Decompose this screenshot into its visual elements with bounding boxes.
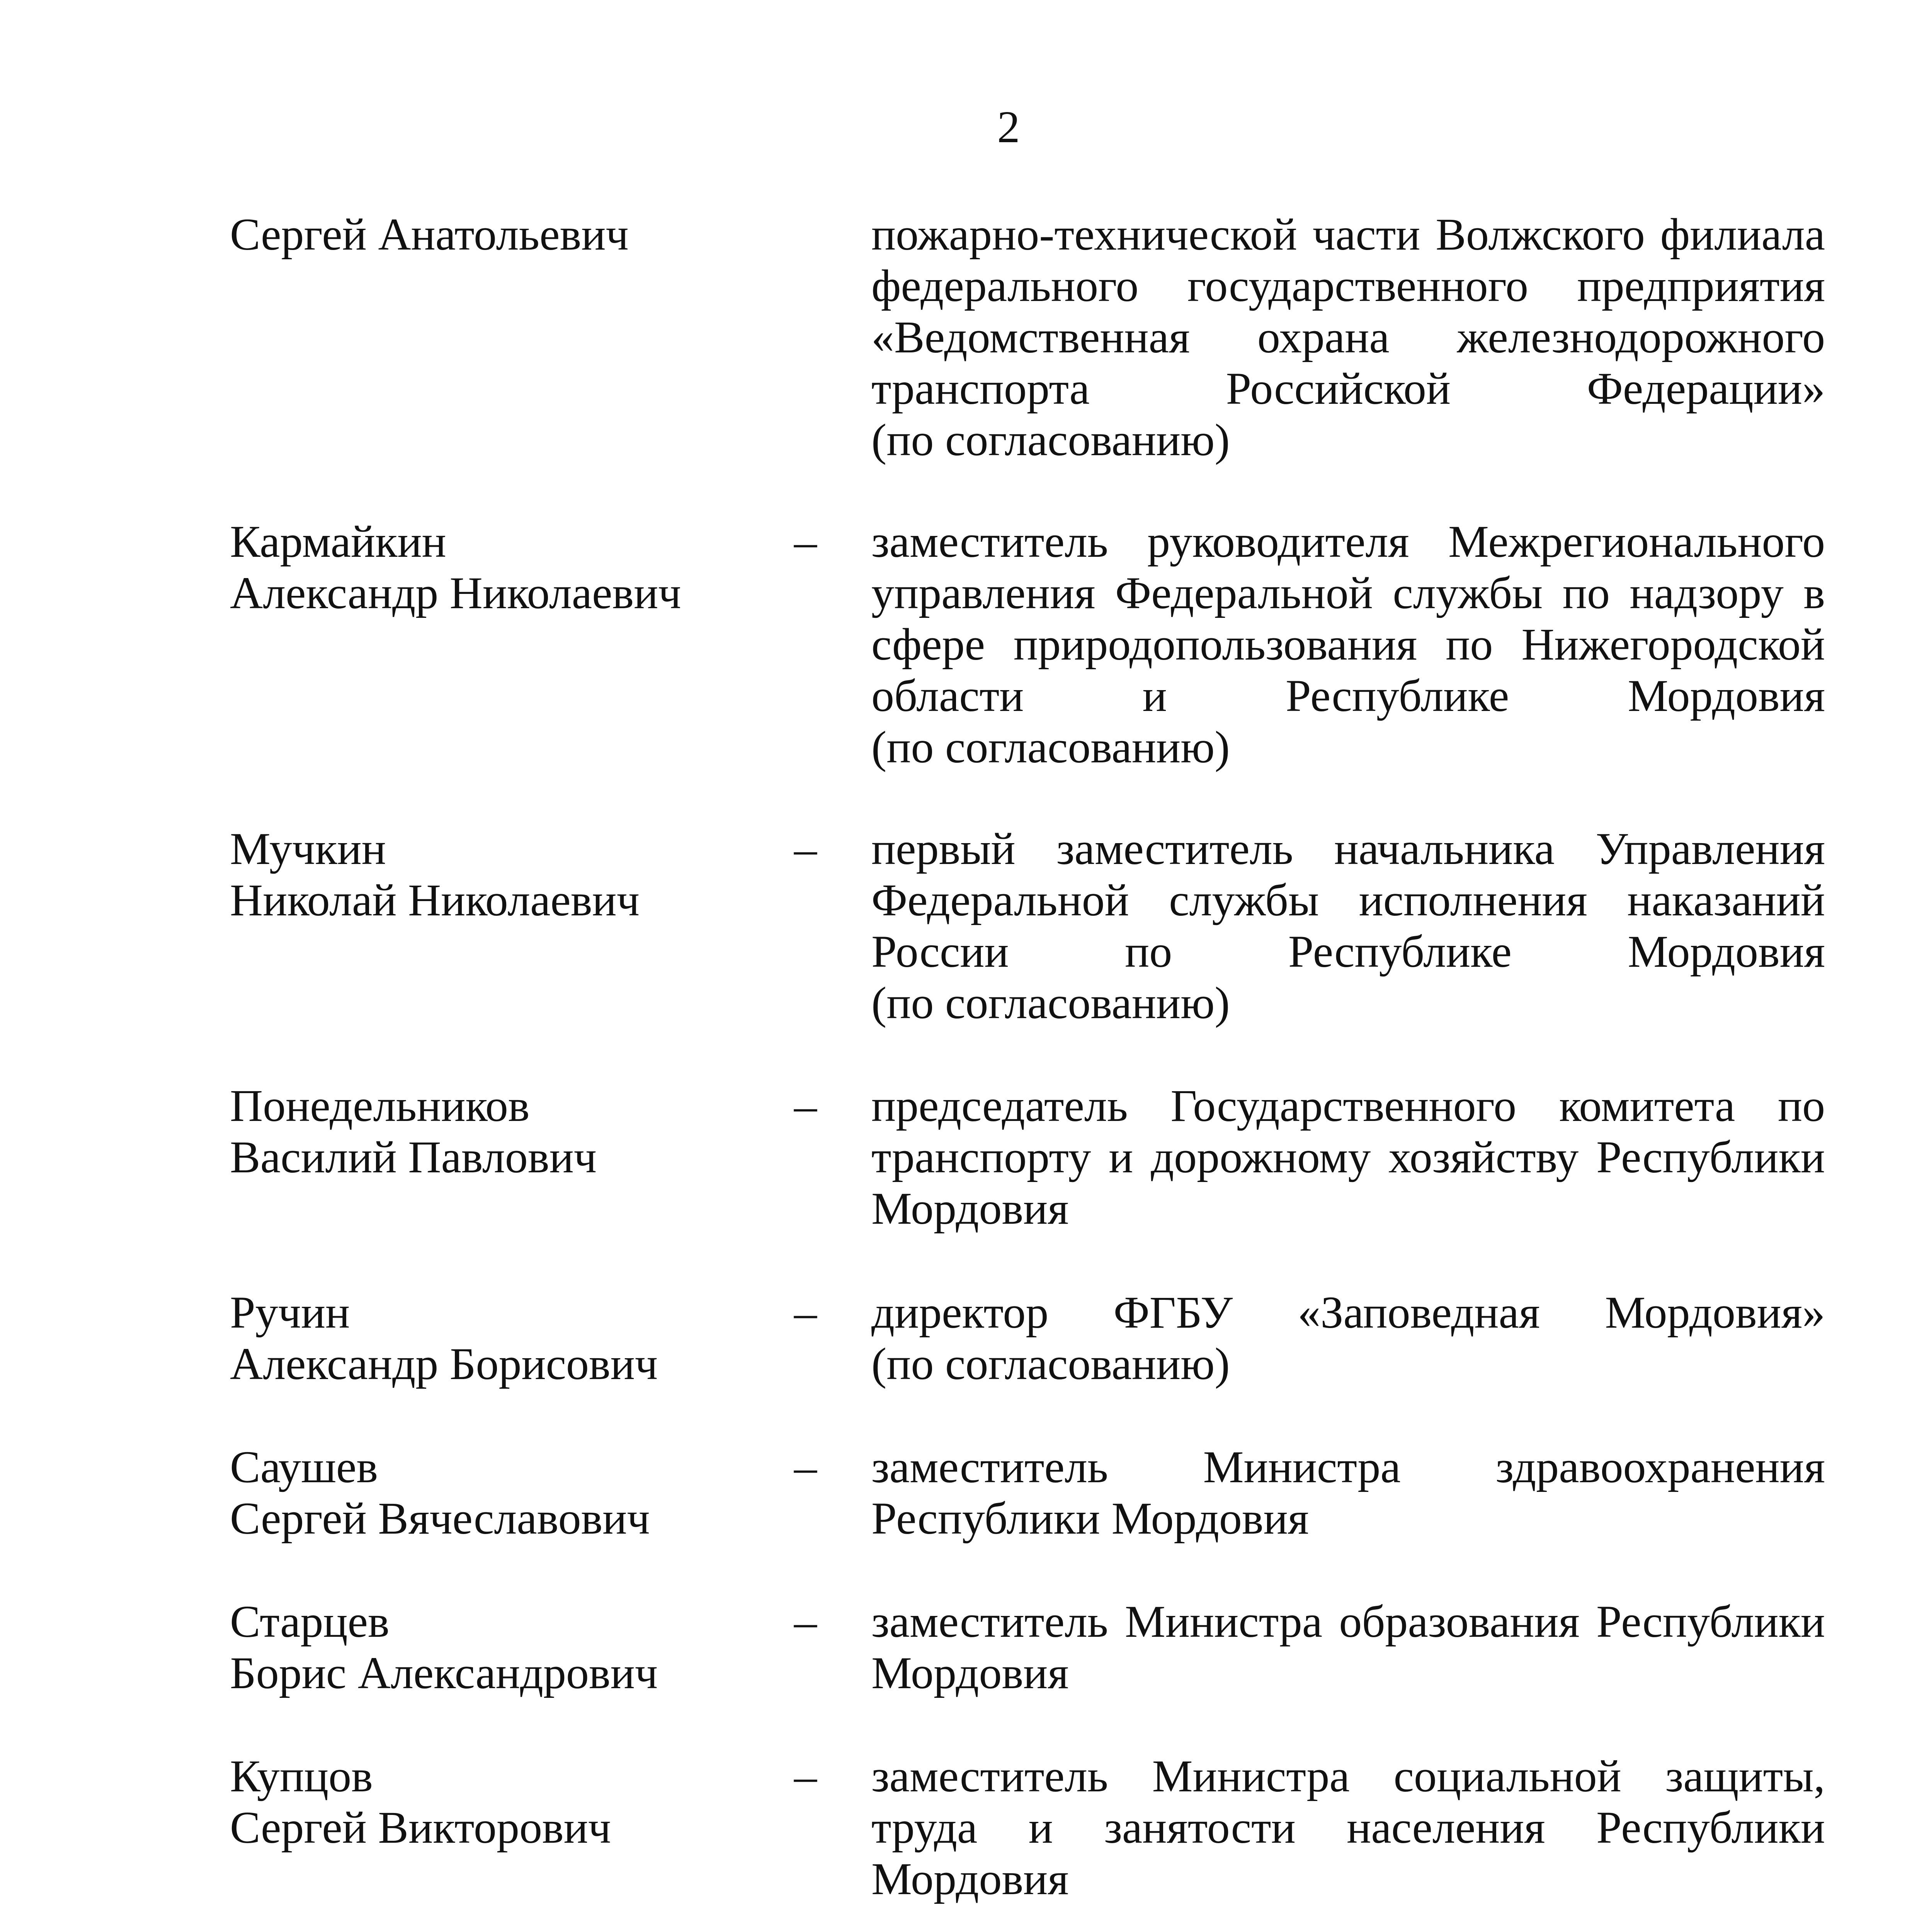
member-name	[230, 1441, 790, 1544]
position-line: заместитель Министра образования Республики	[871, 1596, 1825, 1647]
position-line: Мордовия	[871, 1648, 1069, 1698]
position-line: транспорта Российской Федерации»	[871, 363, 1825, 414]
position-line: области и Республике Мордовия	[871, 670, 1825, 721]
position-line: (по согласованию)	[871, 415, 1230, 465]
member-name	[230, 209, 790, 260]
position-line: заместитель Министра социальной защиты,	[871, 1751, 1825, 1801]
member-name-line: Борис Александрович	[230, 1648, 658, 1698]
position-line: управления Федеральной службы по надзору в	[871, 568, 1825, 618]
member-name-line: Саушев	[230, 1442, 378, 1492]
member-position	[871, 1287, 1825, 1389]
member-position	[871, 516, 1825, 773]
position-line: Республики Мордовия	[871, 1493, 1309, 1544]
member-name	[230, 1287, 790, 1389]
member-name-line: Кармайкин	[230, 516, 446, 567]
position-line: сфере природопользования по Нижегородской	[871, 619, 1825, 670]
member-name-line: Сергей Вячеславович	[230, 1493, 650, 1544]
member-position	[871, 823, 1825, 1029]
position-line: Мордовия	[871, 1854, 1069, 1904]
position-line: пожарно-технической части Волжского филиала	[871, 209, 1825, 260]
entry-dash: –	[794, 1287, 817, 1338]
position-line: России по Республике Мордовия	[871, 926, 1825, 977]
member-name-line: Ручин	[230, 1287, 350, 1338]
member-name-line: Василий Павлович	[230, 1132, 597, 1182]
position-line: (по согласованию)	[871, 1338, 1230, 1389]
position-line: (по согласованию)	[871, 722, 1230, 772]
member-name	[230, 1080, 790, 1183]
position-line: транспорту и дорожному хозяйству Республики	[871, 1132, 1825, 1182]
position-line: Федеральной службы исполнения наказаний	[871, 875, 1825, 925]
position-line: заместитель Министра здравоохранения	[871, 1442, 1825, 1492]
position-line: заместитель руководителя Межрегионального	[871, 516, 1825, 567]
member-name	[230, 1750, 790, 1853]
entry-dash: –	[794, 823, 817, 874]
member-name-line: Николай Николаевич	[230, 875, 640, 925]
entry-dash: –	[794, 1596, 817, 1647]
member-position	[871, 1750, 1825, 1905]
member-name-line: Купцов	[230, 1751, 373, 1801]
entry-dash: –	[794, 1442, 817, 1492]
member-name	[230, 823, 790, 926]
position-line: директор ФГБУ «Заповедная Мордовия»	[871, 1287, 1825, 1338]
member-name-line: Сергей Анатольевич	[230, 209, 629, 260]
member-position	[871, 209, 1825, 466]
position-line: «Ведомственная охрана железнодорожного	[871, 312, 1825, 362]
member-name-line: Мучкин	[230, 823, 386, 874]
position-line: Мордовия	[871, 1183, 1069, 1234]
member-name	[230, 516, 790, 619]
position-line: председатель Государственного комитета по	[871, 1080, 1825, 1131]
position-line: труда и занятости населения Республики	[871, 1802, 1825, 1853]
entry-dash: –	[794, 1751, 817, 1801]
member-position	[871, 1596, 1825, 1699]
member-name	[230, 1596, 790, 1699]
member-name-line: Александр Борисович	[230, 1338, 658, 1389]
entry-dash: –	[794, 1080, 817, 1131]
entry-dash: –	[794, 516, 817, 567]
position-line: (по согласованию)	[871, 978, 1230, 1028]
member-position	[871, 1080, 1825, 1234]
position-line: первый заместитель начальника Управления	[871, 823, 1825, 874]
member-position	[871, 1441, 1825, 1544]
member-name-line: Сергей Викторович	[230, 1802, 611, 1853]
position-line: федерального государственного предприятия	[871, 260, 1825, 311]
member-name-line: Александр Николаевич	[230, 568, 681, 618]
member-name-line: Старцев	[230, 1596, 390, 1647]
page-number: 2	[997, 102, 1020, 152]
member-name-line: Понедельников	[230, 1080, 530, 1131]
